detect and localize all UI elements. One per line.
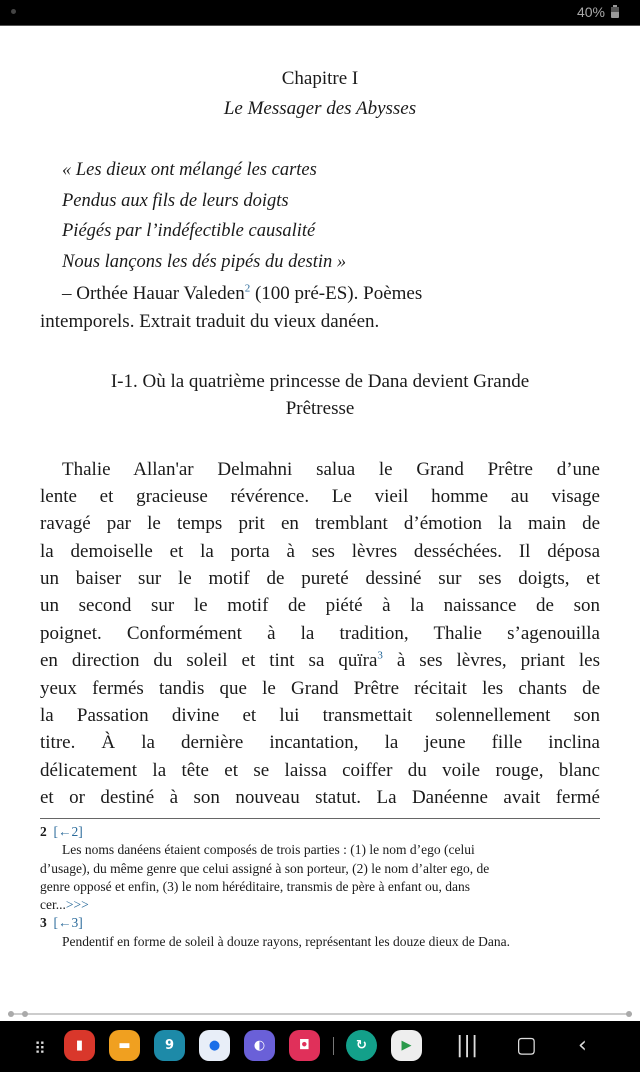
body-line: titre. À la dernière incantation, la jeune fille inclina xyxy=(40,732,600,753)
body-line: poignet. Conformément à la tradition, Thalie s’agenouilla xyxy=(40,623,600,644)
notification-dot xyxy=(11,9,16,14)
body-line: Thalie Allan'ar Delmahni salua le Grand Prêtre d’une xyxy=(62,459,600,480)
battery-icon xyxy=(611,7,619,18)
footnote-divider xyxy=(40,818,600,819)
footnote-backlink[interactable]: [←3] xyxy=(53,915,83,930)
battery-percent: 40% xyxy=(576,4,605,20)
calendar-app-icon[interactable] xyxy=(154,1030,185,1061)
files-app-icon[interactable]: ▬ xyxy=(109,1030,140,1061)
body-text: en direction du soleil et tint sa quïra xyxy=(40,650,378,671)
dock-divider xyxy=(333,1037,334,1055)
footnote-text: Pendentif en forme de soleil à douze rayons, représentant les douze dieux de Dana. xyxy=(62,934,510,949)
body-line: yeux fermés tandis que le Grand Prêtre récitait les chants de xyxy=(40,678,600,699)
footnote-ref-3[interactable]: 3 xyxy=(377,649,383,662)
footnote-header xyxy=(40,914,600,931)
apps-grid-icon[interactable]: ⠿ xyxy=(34,1039,46,1058)
epigraph-attribution xyxy=(62,282,600,306)
footnote-ref-2[interactable]: 2 xyxy=(244,282,251,295)
body-line: délicatement la tête et se laissa coiffer du voile rouge, blanc xyxy=(40,760,600,781)
footnote-more-link[interactable]: >>> xyxy=(65,897,89,912)
epigraph-line: Pendus aux fils de leurs doigts xyxy=(62,191,289,211)
status-bar xyxy=(0,0,640,26)
attribution-text: (100 pré-ES). Poèmes xyxy=(250,283,423,304)
notes-app-icon[interactable]: ▮ xyxy=(64,1030,95,1061)
body-text: à ses lèvres, priant les xyxy=(382,650,600,671)
chapter-title: Chapitre I xyxy=(281,68,359,89)
body-line: ravagé par le temps prit en tremblant d’émotion la main de xyxy=(40,513,600,534)
body-line: lente et gracieuse révérence. Le vieil homme au visage xyxy=(40,486,600,507)
body-line: la Passation divine et lui transmettait solennellement son xyxy=(40,705,600,726)
epigraph-line: Nous lançons les dés pipés du destin » xyxy=(62,252,347,272)
epigraph-line: « Les dieux ont mélangé les cartes xyxy=(62,160,317,180)
footnote-backlink[interactable]: [←2] xyxy=(53,824,83,839)
back-button[interactable]: ‹ xyxy=(578,1033,587,1058)
home-button[interactable]: ▢ xyxy=(516,1033,537,1058)
footnote-number: 3 xyxy=(40,915,47,930)
footnote-text: Les noms danéens étaient composés de trois parties : (1) le nom d’ego (celui xyxy=(62,842,475,857)
body-line xyxy=(40,649,600,673)
body-line: un second sur le motif de piété à la naissance de son xyxy=(40,595,600,616)
progress-end-dot xyxy=(626,1011,632,1017)
messages-app-icon[interactable]: ● xyxy=(199,1030,230,1061)
reading-progress-slider[interactable] xyxy=(8,1013,632,1015)
footnote-text xyxy=(40,896,600,913)
body-line: et or destiné à son nouveau statut. La Danéenne avait fermé xyxy=(40,787,600,808)
body-line: un baiser sur le motif de pureté dessiné sur ses doigts, et xyxy=(40,568,600,589)
screen-recorder-app-icon[interactable]: ◘ xyxy=(289,1030,320,1061)
section-title-2: Prêtresse xyxy=(285,398,355,419)
progress-start-dot xyxy=(8,1011,14,1017)
epigraph-attribution-line2: intemporels. Extrait traduit du vieux danéen. xyxy=(40,311,380,332)
progress-handle[interactable] xyxy=(22,1011,28,1017)
browser-app-icon[interactable]: ◐ xyxy=(244,1030,275,1061)
footnote-text: d’usage), du même genre que celui assigné à son porteur, (2) le nom d’alter ego, de xyxy=(40,861,490,876)
section-title: I-1. Où la quatrième princesse de Dana devient Grande xyxy=(110,371,530,392)
play-store-app-icon[interactable]: ▶ xyxy=(391,1030,422,1061)
footnote-text: genre opposé et enfin, (3) le nom héréditaire, transmis de père à enfant ou, dans xyxy=(40,879,470,894)
attribution-text: – Orthée Hauar Valeden xyxy=(62,283,245,304)
footnote-number: 2 xyxy=(40,824,47,839)
chapter-subtitle: Le Messager des Abysses xyxy=(223,98,417,119)
footnote-truncated: cer... xyxy=(40,897,66,912)
recent-apps-button[interactable]: ||| xyxy=(456,1033,479,1058)
epigraph-line: Piégés par l’indéfectible causalité xyxy=(62,221,316,241)
update-app-icon[interactable]: ↻ xyxy=(346,1030,377,1061)
navigation-bar xyxy=(0,1021,640,1072)
calendar-day: 9 xyxy=(164,1038,175,1053)
body-line: la demoiselle et la porta à ses lèvres desséchées. Il déposa xyxy=(40,541,600,562)
footnote-header xyxy=(40,823,600,840)
